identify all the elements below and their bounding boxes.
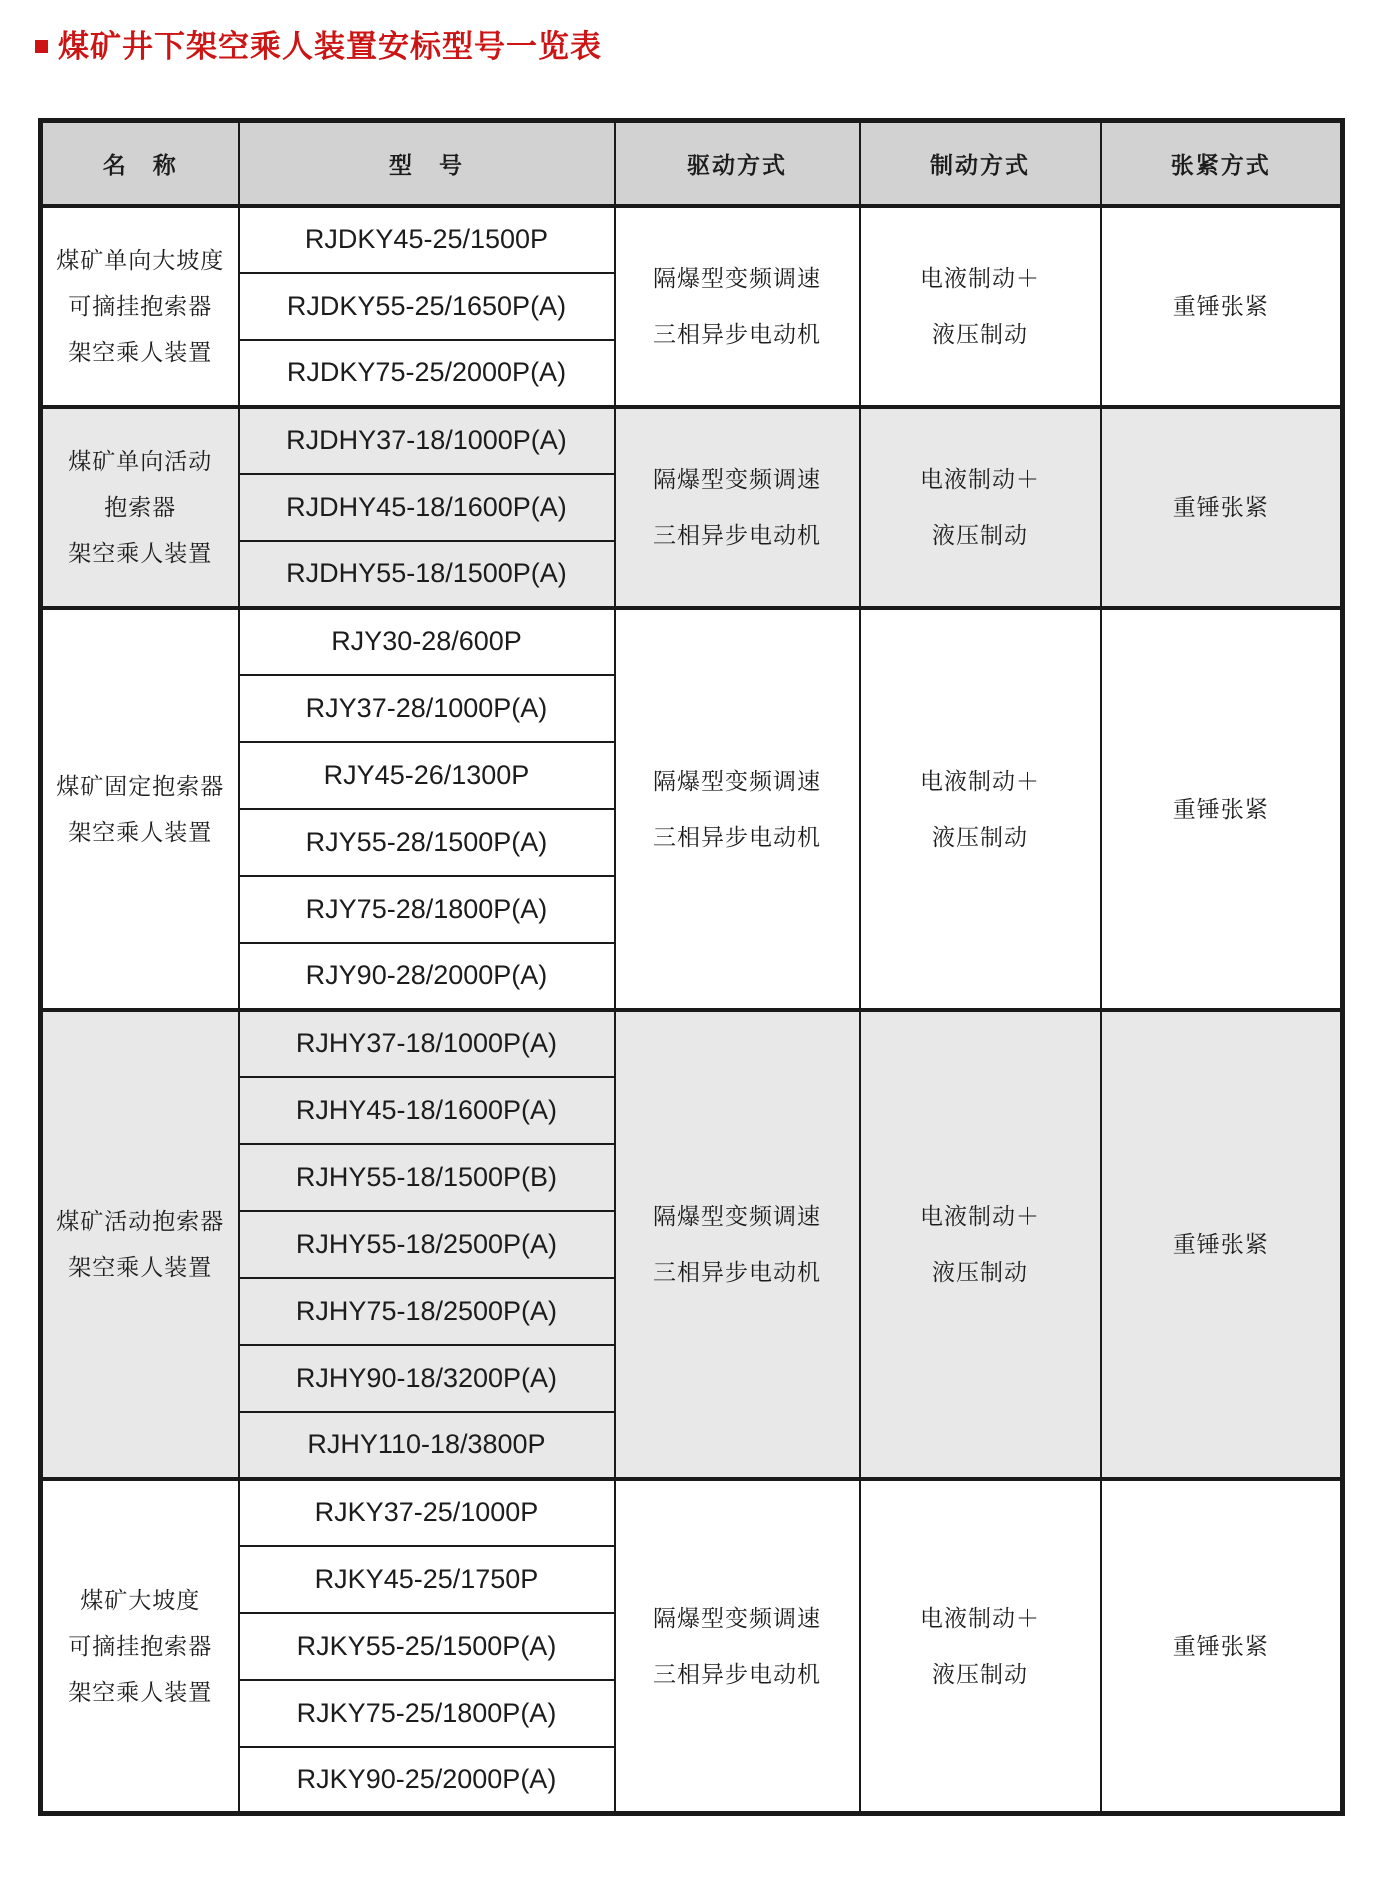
drive-method-cell-line: 隔爆型变频调速 bbox=[653, 767, 821, 794]
table-row bbox=[41, 1479, 1343, 1546]
model-cell: RJKY37-25/1000P bbox=[239, 1479, 615, 1546]
group-name-cell-line: 煤矿大坡度 bbox=[80, 1586, 201, 1613]
group-name-cell-line: 架空乘人装置 bbox=[68, 540, 213, 566]
drive-method-cell-line: 三相异步电动机 bbox=[653, 522, 821, 548]
brake-method-cell bbox=[860, 1010, 1101, 1479]
group-name-cell-line: 架空乘人装置 bbox=[68, 339, 213, 365]
model-cell: RJKY90-25/2000P(A) bbox=[239, 1747, 615, 1814]
brake-method-cell bbox=[860, 1479, 1101, 1814]
model-cell: RJHY110-18/3800P bbox=[239, 1412, 615, 1479]
brake-method-cell-line: 电液制动＋ bbox=[920, 767, 1040, 794]
header-tension-method: 张紧方式 bbox=[1101, 121, 1343, 206]
model-cell: RJDHY37-18/1000P(A) bbox=[239, 407, 615, 474]
group-name-cell bbox=[41, 1010, 239, 1479]
brake-method-cell bbox=[860, 206, 1101, 407]
drive-method-cell-line: 隔爆型变频调速 bbox=[653, 1203, 821, 1229]
drive-method-cell-line: 三相异步电动机 bbox=[653, 823, 821, 850]
table-body bbox=[41, 206, 1343, 1814]
drive-method-cell-line: 隔爆型变频调速 bbox=[653, 265, 821, 291]
drive-method-cell bbox=[615, 1479, 860, 1814]
group-name-cell-line: 抱索器 bbox=[104, 494, 177, 520]
tension-method-cell bbox=[1101, 206, 1343, 407]
model-cell: RJKY45-25/1750P bbox=[239, 1546, 615, 1613]
model-spec-table bbox=[38, 118, 1345, 1816]
page-title-text: 煤矿井下架空乘人装置安标型号一览表 bbox=[58, 29, 602, 64]
brake-method-cell-line: 液压制动 bbox=[932, 1660, 1028, 1687]
group-name-cell bbox=[41, 1479, 239, 1814]
model-cell: RJY37-28/1000P(A) bbox=[239, 675, 615, 742]
tension-method-cell-line: 重锤张紧 bbox=[1172, 1632, 1269, 1659]
model-cell: RJKY75-25/1800P(A) bbox=[239, 1680, 615, 1747]
model-cell: RJDKY75-25/2000P(A) bbox=[239, 340, 615, 407]
group-name-cell-line: 可摘挂抱索器 bbox=[68, 293, 213, 319]
model-cell: RJY75-28/1800P(A) bbox=[239, 876, 615, 943]
model-cell: RJY90-28/2000P(A) bbox=[239, 943, 615, 1010]
page-title bbox=[35, 26, 1375, 68]
table-row bbox=[41, 407, 1343, 474]
model-cell: RJHY90-18/3200P(A) bbox=[239, 1345, 615, 1412]
table-row bbox=[41, 1010, 1343, 1077]
brake-method-cell-line: 液压制动 bbox=[932, 823, 1028, 850]
table-row bbox=[41, 206, 1343, 273]
header-drive-method: 驱动方式 bbox=[615, 121, 860, 206]
drive-method-cell bbox=[615, 608, 860, 1010]
header-model: 型 号 bbox=[239, 121, 615, 206]
model-cell: RJKY55-25/1500P(A) bbox=[239, 1613, 615, 1680]
model-cell: RJHY75-18/2500P(A) bbox=[239, 1278, 615, 1345]
group-name-cell-line: 可摘挂抱索器 bbox=[68, 1632, 213, 1659]
tension-method-cell bbox=[1101, 1479, 1343, 1814]
red-square-bullet-icon bbox=[35, 40, 48, 53]
group-name-cell-line: 架空乘人装置 bbox=[68, 1678, 213, 1705]
brake-method-cell-line: 电液制动＋ bbox=[920, 265, 1040, 291]
group-name-cell bbox=[41, 206, 239, 407]
table-row bbox=[41, 608, 1343, 675]
group-name-cell-line: 煤矿活动抱索器 bbox=[56, 1208, 225, 1234]
drive-method-cell-line: 三相异步电动机 bbox=[653, 321, 821, 347]
drive-method-cell bbox=[615, 1010, 860, 1479]
model-cell: RJDKY45-25/1500P bbox=[239, 206, 615, 273]
brake-method-cell-line: 电液制动＋ bbox=[920, 1203, 1040, 1229]
model-cell: RJHY55-18/2500P(A) bbox=[239, 1211, 615, 1278]
table-header-row bbox=[41, 121, 1343, 206]
brake-method-cell-line: 液压制动 bbox=[932, 321, 1028, 347]
tension-method-cell-line: 重锤张紧 bbox=[1172, 795, 1269, 822]
brake-method-cell-line: 电液制动＋ bbox=[920, 1604, 1040, 1631]
brake-method-cell-line: 液压制动 bbox=[932, 522, 1028, 548]
drive-method-cell-line: 三相异步电动机 bbox=[653, 1259, 821, 1285]
brake-method-cell bbox=[860, 407, 1101, 608]
group-name-cell-line: 煤矿单向活动 bbox=[68, 448, 213, 474]
header-brake-method: 制动方式 bbox=[860, 121, 1101, 206]
group-name-cell bbox=[41, 407, 239, 608]
tension-method-cell bbox=[1101, 1010, 1343, 1479]
model-cell: RJDHY45-18/1600P(A) bbox=[239, 474, 615, 541]
model-cell: RJDKY55-25/1650P(A) bbox=[239, 273, 615, 340]
model-cell: RJY30-28/600P bbox=[239, 608, 615, 675]
drive-method-cell-line: 三相异步电动机 bbox=[653, 1660, 821, 1687]
group-name-cell-line: 架空乘人装置 bbox=[68, 1254, 213, 1280]
model-cell: RJHY45-18/1600P(A) bbox=[239, 1077, 615, 1144]
tension-method-cell bbox=[1101, 608, 1343, 1010]
model-cell: RJDHY55-18/1500P(A) bbox=[239, 541, 615, 608]
model-cell: RJY55-28/1500P(A) bbox=[239, 809, 615, 876]
model-cell: RJY45-26/1300P bbox=[239, 742, 615, 809]
header-name: 名 称 bbox=[41, 121, 239, 206]
model-cell: RJHY37-18/1000P(A) bbox=[239, 1010, 615, 1077]
drive-method-cell bbox=[615, 407, 860, 608]
tension-method-cell bbox=[1101, 407, 1343, 608]
tension-method-cell-line: 重锤张紧 bbox=[1172, 494, 1269, 520]
group-name-cell-line: 架空乘人装置 bbox=[68, 818, 213, 845]
drive-method-cell bbox=[615, 206, 860, 407]
brake-method-cell-line: 电液制动＋ bbox=[920, 466, 1040, 492]
tension-method-cell-line: 重锤张紧 bbox=[1172, 293, 1269, 319]
group-name-cell-line: 煤矿单向大坡度 bbox=[56, 247, 225, 273]
group-name-cell-line: 煤矿固定抱索器 bbox=[56, 772, 225, 799]
tension-method-cell-line: 重锤张紧 bbox=[1172, 1231, 1269, 1257]
brake-method-cell bbox=[860, 608, 1101, 1010]
model-cell: RJHY55-18/1500P(B) bbox=[239, 1144, 615, 1211]
page bbox=[0, 26, 1375, 1886]
brake-method-cell-line: 液压制动 bbox=[932, 1259, 1028, 1285]
drive-method-cell-line: 隔爆型变频调速 bbox=[653, 466, 821, 492]
drive-method-cell-line: 隔爆型变频调速 bbox=[653, 1604, 821, 1631]
group-name-cell bbox=[41, 608, 239, 1010]
